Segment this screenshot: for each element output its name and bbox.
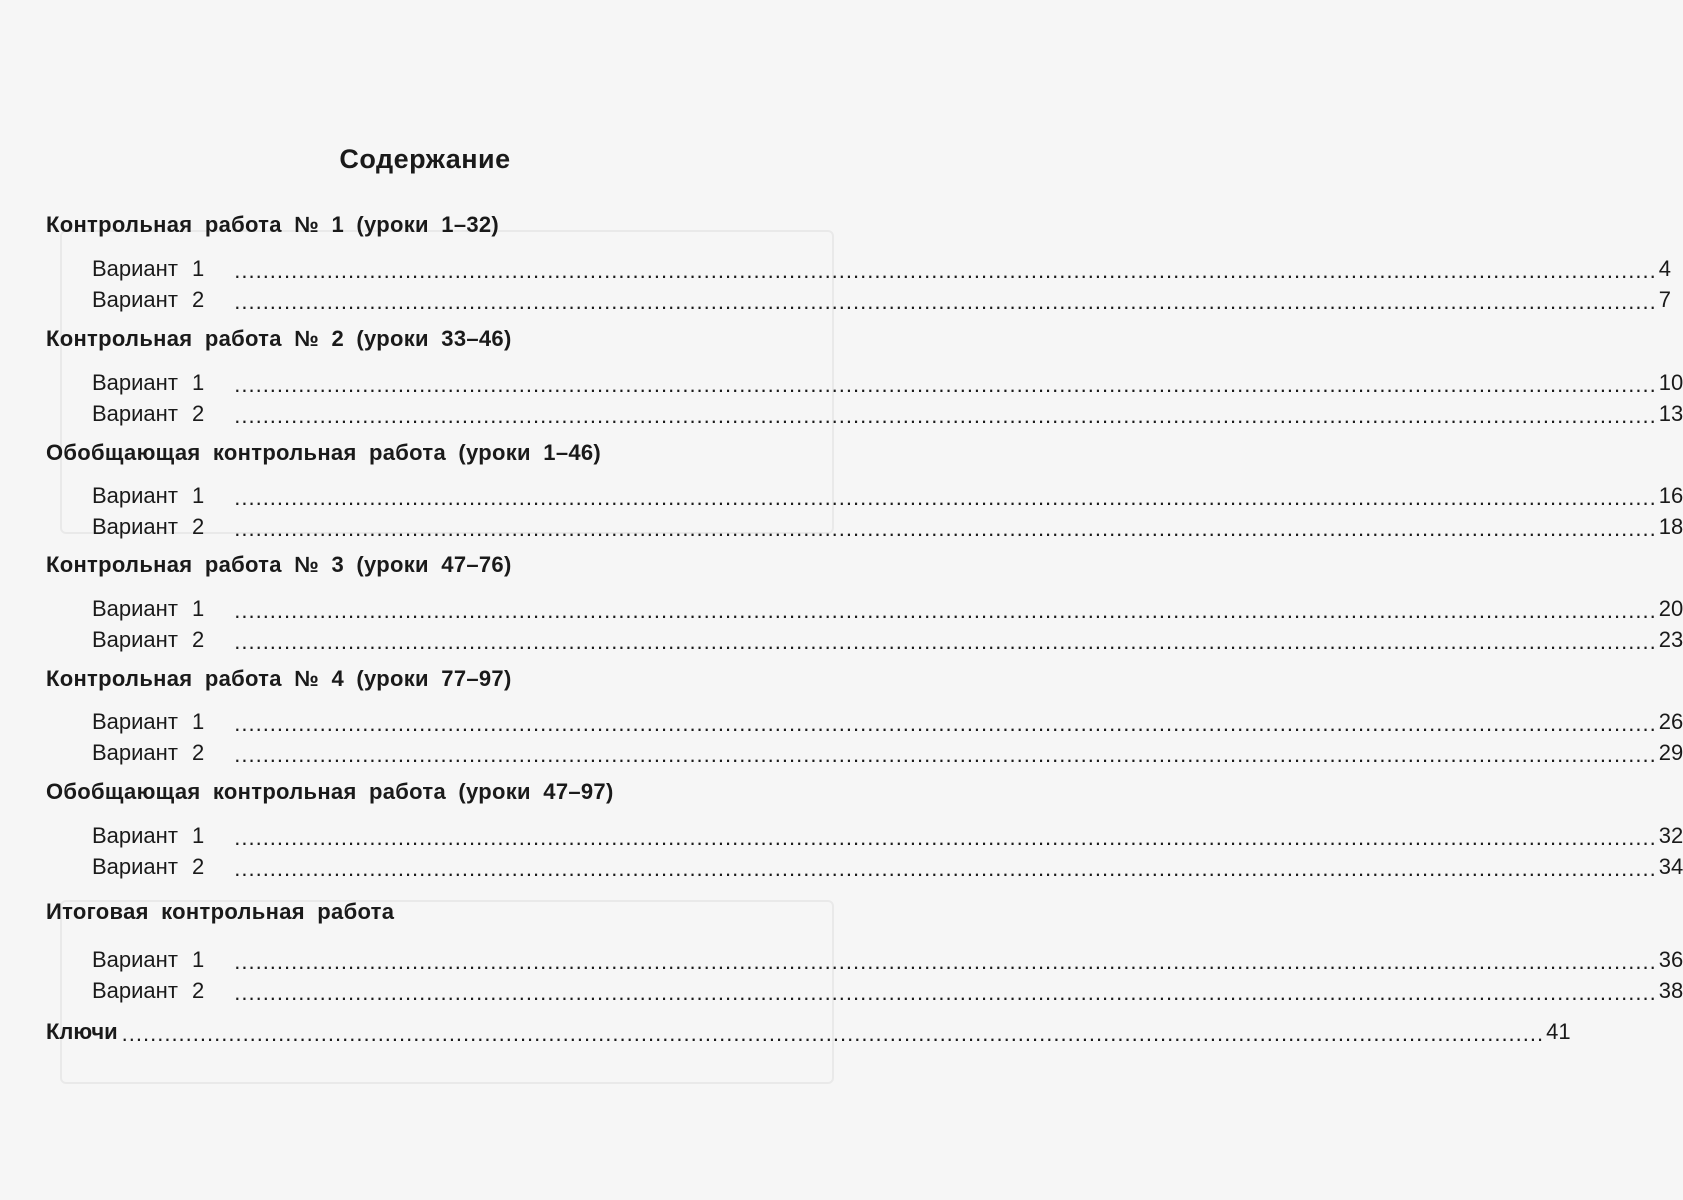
- entry-label: Вариант 2: [92, 978, 205, 1003]
- dot-leader: ........................................................................................................................................................................................................: [234, 629, 1657, 654]
- dot-leader: ........................................................................................................................................................................................................: [234, 372, 1657, 397]
- entry-label: Вариант 1: [92, 596, 205, 621]
- entry-page-number: 20: [1658, 596, 1683, 621]
- toc-entry[interactable]: [92, 283, 1671, 314]
- section-heading: Контрольная работа № 4 (уроки 77–97): [46, 666, 512, 691]
- section-heading: Обобщающая контрольная работа (уроки 1–46): [46, 440, 602, 465]
- toc-entry[interactable]: [92, 850, 1683, 881]
- entry-page-number: 36: [1658, 947, 1683, 972]
- entry-page-number: 32: [1658, 823, 1683, 848]
- dot-leader: ........................................................................................................................................................................................................: [234, 289, 1657, 314]
- entry-label: Вариант 1: [92, 947, 205, 972]
- dot-leader: ........................................................................................................................................................................................................: [234, 403, 1657, 428]
- entry-page-number: 34: [1658, 854, 1683, 879]
- keys-label: Ключи: [46, 1019, 118, 1044]
- toc-entry[interactable]: [92, 943, 1683, 974]
- entry-label: Вариант 1: [92, 483, 205, 508]
- dot-leader: ........................................................................................................................................................................................................: [234, 742, 1657, 767]
- entry-page-number: 29: [1658, 740, 1683, 765]
- entry-page-number: 23: [1658, 627, 1683, 652]
- toc-entry-keys[interactable]: [46, 1013, 1571, 1046]
- dot-leader: ........................................................................................................................................................................................................: [234, 949, 1657, 974]
- entry-label: Вариант 2: [92, 401, 205, 426]
- toc-entry[interactable]: [92, 252, 1671, 283]
- dot-leader: ........................................................................................................................................................................................................: [234, 598, 1657, 623]
- toc-entry[interactable]: [92, 974, 1683, 1005]
- entry-label: Вариант 2: [92, 287, 205, 312]
- entry-label: Вариант 1: [92, 256, 205, 281]
- entry-page-number: 38: [1658, 978, 1683, 1003]
- entry-label: Вариант 1: [92, 370, 205, 395]
- entry-page-number: 18: [1658, 514, 1683, 539]
- entry-page-number: 16: [1658, 483, 1683, 508]
- dot-leader: ........................................................................................................................................................................................................: [234, 856, 1657, 881]
- dot-leader: ........................................................................................................................................................................................................: [121, 1021, 1545, 1046]
- entry-page-number: 10: [1658, 370, 1683, 395]
- toc-entry[interactable]: [92, 623, 1683, 654]
- section-heading: Итоговая контрольная работа: [46, 899, 395, 924]
- dot-leader: ........................................................................................................................................................................................................: [234, 711, 1657, 736]
- toc-entry[interactable]: [92, 819, 1683, 850]
- entry-label: Вариант 2: [92, 854, 205, 879]
- section-heading: Обобщающая контрольная работа (уроки 47–97): [46, 779, 614, 804]
- entry-label: Вариант 2: [92, 627, 205, 652]
- keys-page-number: 41: [1546, 1019, 1571, 1044]
- entry-page-number: 4: [1658, 256, 1671, 281]
- dot-leader: ........................................................................................................................................................................................................: [234, 258, 1657, 283]
- entry-label: Вариант 1: [92, 709, 205, 734]
- entry-label: Вариант 2: [92, 740, 205, 765]
- toc-entry[interactable]: [92, 510, 1683, 541]
- dot-leader: ........................................................................................................................................................................................................: [234, 516, 1657, 541]
- entry-page-number: 13: [1658, 401, 1683, 426]
- toc-entry[interactable]: [92, 736, 1683, 767]
- toc-entry[interactable]: [92, 366, 1683, 397]
- section-heading: Контрольная работа № 3 (уроки 47–76): [46, 552, 512, 577]
- page-title: Содержание: [339, 144, 511, 174]
- toc-entry[interactable]: [92, 592, 1683, 623]
- dot-leader: ........................................................................................................................................................................................................: [234, 485, 1657, 510]
- toc-entry[interactable]: [92, 705, 1683, 736]
- dot-leader: ........................................................................................................................................................................................................: [234, 980, 1657, 1005]
- section-heading: Контрольная работа № 2 (уроки 33–46): [46, 326, 512, 351]
- entry-page-number: 26: [1658, 709, 1683, 734]
- section-heading: Контрольная работа № 1 (уроки 1–32): [46, 212, 500, 237]
- toc-entry[interactable]: [92, 479, 1683, 510]
- toc-entry[interactable]: [92, 397, 1683, 428]
- entry-label: Вариант 2: [92, 514, 205, 539]
- entry-page-number: 7: [1658, 287, 1671, 312]
- entry-label: Вариант 1: [92, 823, 205, 848]
- dot-leader: ........................................................................................................................................................................................................: [234, 825, 1657, 850]
